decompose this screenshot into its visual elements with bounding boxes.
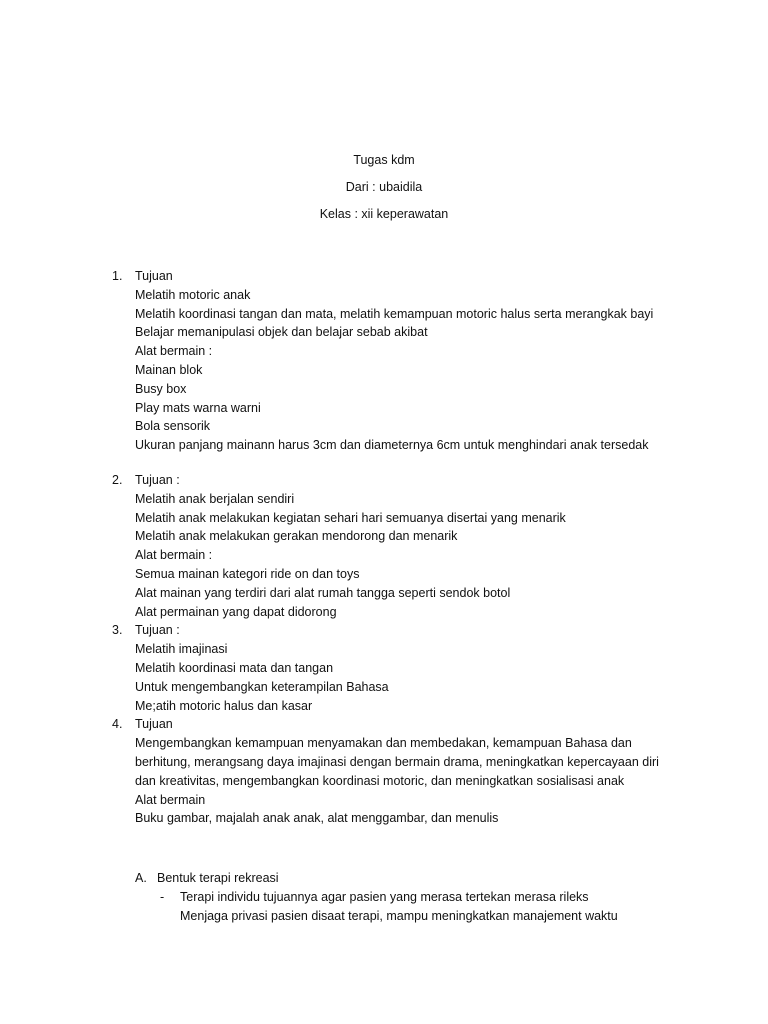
- item-number: 4.: [112, 717, 123, 732]
- list-item-3: [112, 621, 672, 715]
- spacer: [112, 455, 672, 471]
- item-line: Melatih anak melakukan kegiatan sehari hari semuanya disertai yang menarik: [135, 510, 566, 525]
- section-title-text: Bentuk terapi rekreasi: [157, 871, 279, 885]
- document-header: [0, 151, 768, 232]
- list-item-1: [112, 267, 672, 455]
- item-line: Tujuan: [135, 717, 173, 732]
- item-line: Alat bermain: [135, 792, 206, 807]
- item-line: Mainan blok: [135, 362, 203, 377]
- item-line: Me;atih motoric halus dan kasar: [135, 698, 313, 713]
- dash-line: Menjaga privasi pasien disaat terapi, mampu meningkatkan manajement waktu: [180, 908, 618, 923]
- item-line: Melatih motoric anak: [135, 287, 251, 302]
- item-line: Melatih imajinasi: [135, 642, 228, 657]
- item-line: Tujuan: [135, 269, 173, 283]
- dash-bullet: -: [160, 889, 165, 904]
- item-line: Ukuran panjang mainann harus 3cm dan diameternya 6cm untuk menghindari anak tersedak: [135, 438, 649, 453]
- item-line: Melatih anak melakukan gerakan mendorong dan menarik: [135, 529, 458, 544]
- dash-line: Terapi individu tujuannya agar pasien yang merasa tertekan merasa rileks: [180, 889, 589, 904]
- class-line: Kelas : xii keperawatan: [319, 207, 449, 221]
- item-line: Melatih anak berjalan sendiri: [135, 491, 295, 506]
- item-line: Untuk mengembangkan keterampilan Bahasa: [135, 679, 389, 694]
- section-a: [135, 869, 655, 925]
- section-letter: A.: [135, 871, 147, 885]
- item-number: 1.: [112, 269, 123, 283]
- item-line: Busy box: [135, 381, 187, 396]
- item-line: Belajar memanipulasi objek dan belajar sebab akibat: [135, 325, 428, 340]
- item-number: 2.: [112, 472, 123, 487]
- item-line: Mengembangkan kemampuan menyamakan dan membedakan, kemampuan Bahasa dan: [135, 736, 632, 751]
- item-line: berhitung, merangsang daya imajinasi dengan bermain drama, meningkatkan kepercayaan diri: [135, 754, 659, 769]
- item-line: Tujuan :: [135, 623, 180, 638]
- dash-item: [135, 888, 655, 926]
- item-line: Bola sensorik: [135, 419, 211, 434]
- item-line: Melatih koordinasi tangan dan mata, melatih kemampuan motoric halus serta merangkak bayi: [135, 306, 654, 321]
- item-number: 3.: [112, 623, 123, 638]
- item-line: Tujuan :: [135, 472, 180, 487]
- list-item-2: [112, 471, 672, 621]
- item-line: Alat bermain :: [135, 344, 213, 359]
- item-line: Melatih koordinasi mata dan tangan: [135, 660, 334, 675]
- item-line: Play mats warna warni: [135, 400, 261, 415]
- author-line: Dari : ubaidila: [345, 180, 423, 194]
- item-line: Alat mainan yang terdiri dari alat rumah tangga seperti sendok botol: [135, 585, 511, 600]
- list-item-4: [112, 715, 672, 828]
- item-line: Alat permainan yang dapat didorong: [135, 604, 337, 619]
- section-title: [135, 869, 655, 888]
- numbered-list: [112, 267, 672, 828]
- item-line: Semua mainan kategori ride on dan toys: [135, 566, 360, 581]
- item-line: dan kreativitas, mengembangkan koordinasi motoric, dan meningkatkan sosialisasi anak: [135, 773, 625, 788]
- item-line: Buku gambar, majalah anak anak, alat menggambar, dan menulis: [135, 811, 499, 826]
- item-line: Alat bermain :: [135, 548, 213, 563]
- document-title: Tugas kdm: [353, 153, 415, 167]
